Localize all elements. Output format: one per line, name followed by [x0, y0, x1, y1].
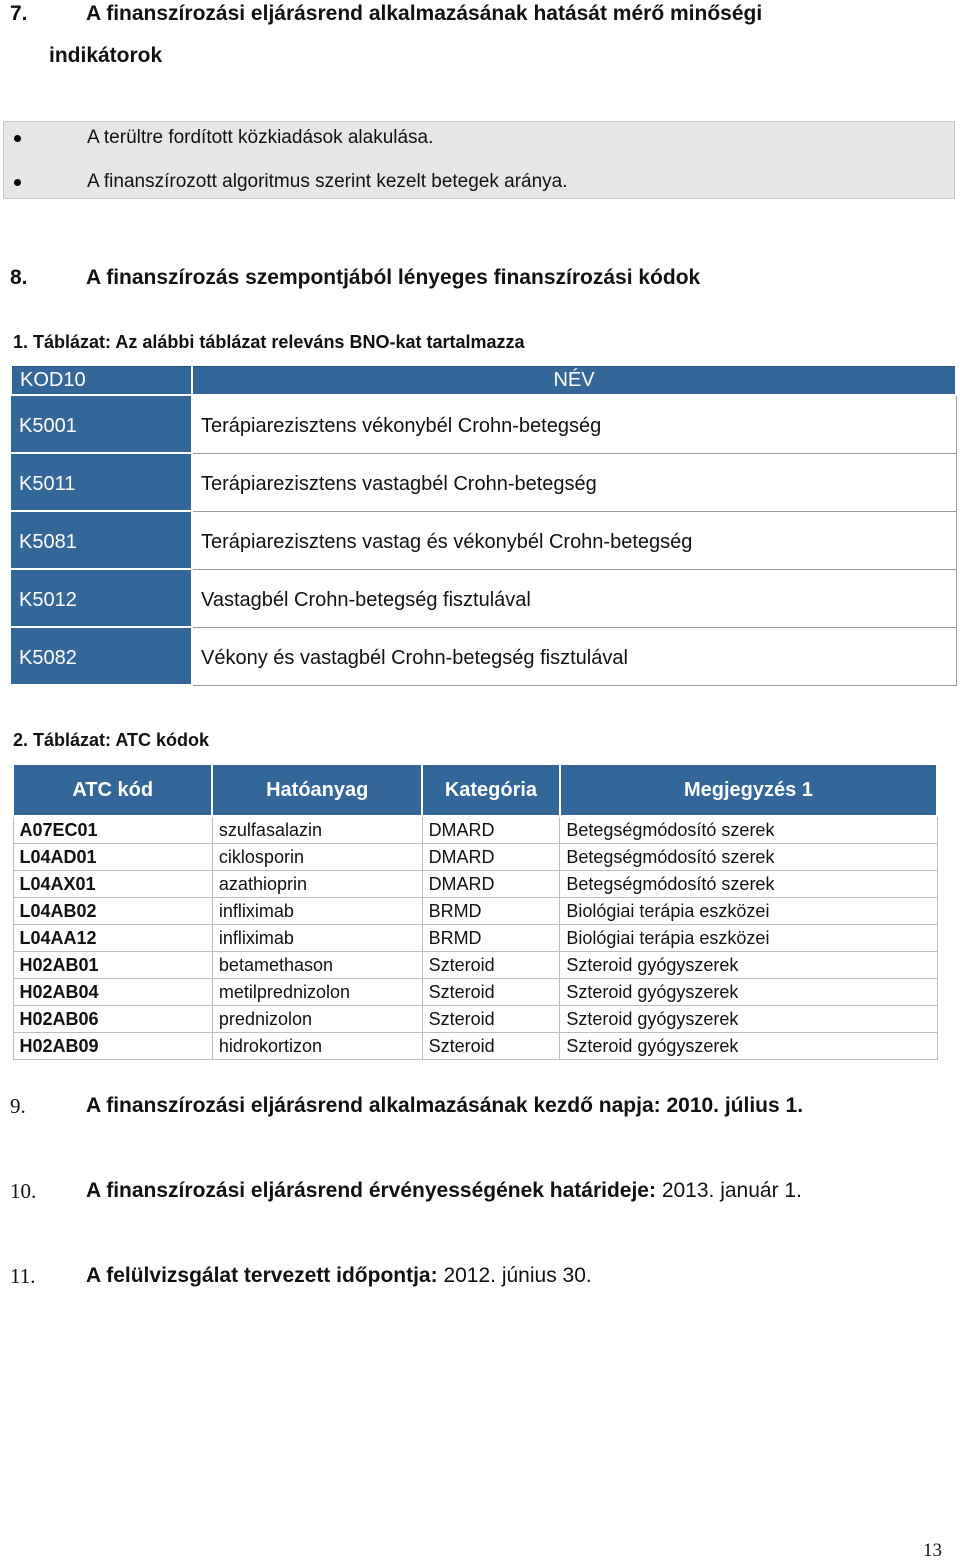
bno-name: Vastagbél Crohn-betegség fisztulával	[192, 569, 956, 627]
table-row	[11, 395, 956, 453]
bullet-icon	[14, 179, 21, 186]
category: DMARD	[422, 844, 560, 871]
note: Betegségmódosító szerek	[560, 816, 937, 844]
category: DMARD	[422, 871, 560, 898]
atc-code: L04AB02	[13, 898, 212, 925]
table-row	[13, 898, 937, 925]
table-row	[11, 453, 956, 511]
bno-name: Terápiarezisztens vastag és vékonybél Crohn-betegség	[192, 511, 956, 569]
note: Szteroid gyógyszerek	[560, 1033, 937, 1060]
atc-code: L04AA12	[13, 925, 212, 952]
table-2-caption: 2. Táblázat: ATC kódok	[13, 730, 210, 750]
table-row	[13, 844, 937, 871]
bno-name: Terápiarezisztens vastagbél Crohn-betegség	[192, 453, 956, 511]
section-10-value: 2013. január 1.	[661, 1179, 802, 1202]
note: Biológiai terápia eszközei	[560, 925, 937, 952]
active-ingredient: prednizolon	[212, 1006, 422, 1033]
col-header-megjegyzes: Megjegyzés 1	[560, 764, 937, 816]
section-9-number: 9.	[10, 1094, 26, 1118]
section-9-label: A finanszírozási eljárásrend alkalmazásának kezdő napja: 2010. július 1.	[86, 1094, 804, 1117]
table-row	[13, 979, 937, 1006]
table-row	[11, 627, 956, 685]
note: Betegségmódosító szerek	[560, 871, 937, 898]
category: BRMD	[422, 925, 560, 952]
section-11-value: 2012. június 30.	[443, 1264, 592, 1287]
active-ingredient: infliximab	[212, 898, 422, 925]
active-ingredient: infliximab	[212, 925, 422, 952]
table-row	[13, 1006, 937, 1033]
table-row	[13, 952, 937, 979]
atc-code: H02AB01	[13, 952, 212, 979]
col-header-kategoria: Kategória	[422, 764, 560, 816]
indicator-text: A terültre fordított közkiadások alakulása.	[87, 127, 434, 148]
col-header-hatoanyag: Hatóanyag	[212, 764, 422, 816]
table-row	[13, 925, 937, 952]
bno-code: K5012	[11, 569, 192, 627]
note: Szteroid gyógyszerek	[560, 952, 937, 979]
section-7-number: 7.	[10, 2, 28, 25]
col-header-kod10: KOD10	[11, 367, 192, 396]
active-ingredient: hidrokortizon	[212, 1033, 422, 1060]
section-11-number: 11.	[10, 1264, 36, 1288]
section-7-title-line2: indikátorok	[49, 44, 163, 67]
bno-code: K5001	[11, 395, 192, 453]
page-number: 13	[923, 1540, 942, 1561]
col-header-nev: NÉV	[192, 367, 956, 396]
bno-code: K5081	[11, 511, 192, 569]
active-ingredient: ciklosporin	[212, 844, 422, 871]
category: DMARD	[422, 816, 560, 844]
table-row	[11, 569, 956, 627]
note: Betegségmódosító szerek	[560, 844, 937, 871]
section-11-label: A felülvizsgálat tervezett időpontja:	[86, 1264, 438, 1287]
table-row	[13, 816, 937, 844]
bno-table	[10, 366, 957, 686]
table-1-caption: 1. Táblázat: Az alábbi táblázat releváns BNO-kat tartalmazza	[13, 332, 525, 352]
category: Szteroid	[422, 1033, 560, 1060]
atc-code: L04AX01	[13, 871, 212, 898]
category: Szteroid	[422, 952, 560, 979]
table-row	[11, 511, 956, 569]
table-row	[13, 871, 937, 898]
active-ingredient: szulfasalazin	[212, 816, 422, 844]
atc-code: L04AD01	[13, 844, 212, 871]
atc-code: A07EC01	[13, 816, 212, 844]
col-header-atc-kod: ATC kód	[13, 764, 212, 816]
table-header-row	[13, 764, 937, 816]
table-row	[13, 1033, 937, 1060]
indicator-list	[3, 121, 955, 199]
bno-name: Terápiarezisztens vékonybél Crohn-betegség	[192, 395, 956, 453]
bno-name: Vékony és vastagbél Crohn-betegség fisztulával	[192, 627, 956, 685]
section-8-number: 8.	[10, 266, 28, 289]
bno-code: K5011	[11, 453, 192, 511]
note: Biológiai terápia eszközei	[560, 898, 937, 925]
note: Szteroid gyógyszerek	[560, 1006, 937, 1033]
category: Szteroid	[422, 979, 560, 1006]
active-ingredient: azathioprin	[212, 871, 422, 898]
indicator-text: A finanszírozott algoritmus szerint kezelt betegek aránya.	[87, 171, 568, 192]
bullet-icon	[14, 135, 21, 142]
atc-code: H02AB04	[13, 979, 212, 1006]
section-10-label: A finanszírozási eljárásrend érvényességének határideje:	[86, 1179, 656, 1202]
category: BRMD	[422, 898, 560, 925]
atc-code: H02AB06	[13, 1006, 212, 1033]
bno-code: K5082	[11, 627, 192, 685]
note: Szteroid gyógyszerek	[560, 979, 937, 1006]
atc-table	[12, 763, 938, 1060]
category: Szteroid	[422, 1006, 560, 1033]
atc-code: H02AB09	[13, 1033, 212, 1060]
section-10-number: 10.	[10, 1179, 37, 1203]
section-7-title-line1: A finanszírozási eljárásrend alkalmazásának hatását mérő minőségi	[86, 2, 763, 25]
section-8-title: A finanszírozás szempontjából lényeges finanszírozási kódok	[86, 266, 701, 289]
table-header-row	[11, 367, 956, 396]
active-ingredient: betamethason	[212, 952, 422, 979]
active-ingredient: metilprednizolon	[212, 979, 422, 1006]
